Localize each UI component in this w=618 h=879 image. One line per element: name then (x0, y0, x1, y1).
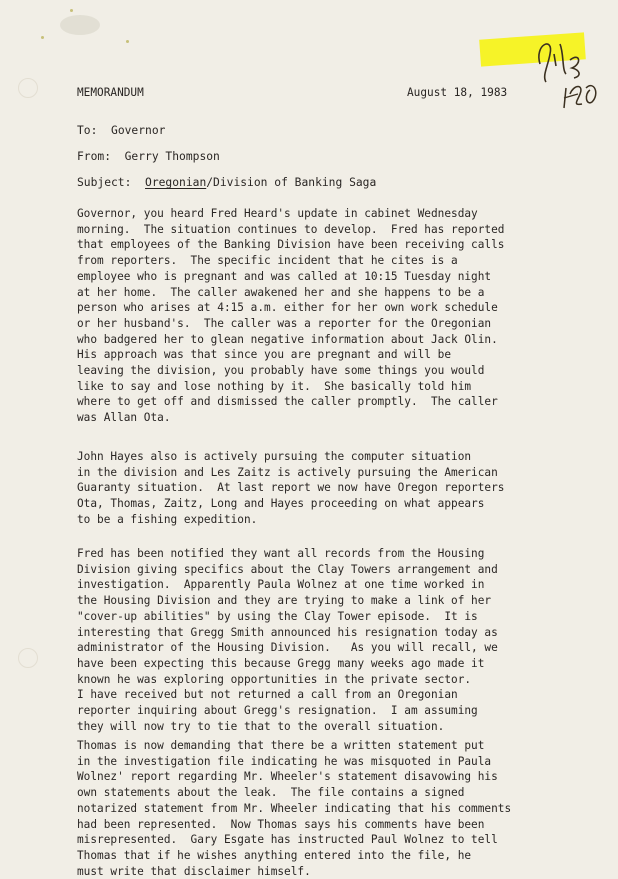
body-line: notarized statement from Mr. Wheeler indicating that his comments (77, 801, 512, 815)
body-line: I have received but not returned a call from an Oregonian (77, 688, 458, 702)
body-line: person who arises at 4:15 a.m. either for her own work schedule (77, 301, 498, 315)
subject-line (77, 176, 376, 189)
body-line: Guaranty situation. At last report we now have Oregon reporters (77, 481, 505, 495)
body-line: or her husband's. The caller was a reporter for the Oregonian (77, 316, 492, 330)
body-line: in the division and Les Zaitz is actively pursuing the American (77, 465, 498, 479)
body-paragraph (77, 449, 597, 528)
body-line: morning. The situation continues to develop. Fred has reported (77, 222, 505, 236)
subject-label: Subject: (77, 176, 132, 189)
body-line: Thomas is now demanding that there be a written statement put (77, 739, 485, 752)
subject-publication: Oregonian (145, 176, 207, 189)
body-line: investigation. Apparently Paula Wolnez at one time worked in (77, 578, 485, 592)
to-value: Governor (111, 124, 166, 137)
body-line: John Hayes also is actively pursuing the computer situation (77, 450, 472, 463)
body-line: was Allan Ota. (77, 411, 171, 425)
body-line: Thomas that if he wishes anything entered into the file, he (77, 848, 472, 862)
paper-smudge (60, 15, 100, 35)
punch-hole-mark (18, 78, 38, 98)
body-line: to be a fishing expedition. (77, 512, 258, 526)
from-line (77, 150, 220, 163)
body-line: Ota, Thomas, Zaitz, Long and Hayes proceeding on what appears (77, 497, 485, 511)
body-line: like to say and lose nothing by it. She basically told him (77, 379, 472, 393)
body-line: His approach was that since you are pregnant and will be (77, 348, 452, 362)
body-paragraph (77, 738, 597, 879)
from-label: From: (77, 150, 112, 163)
body-line: administrator of the Housing Division. As you will recall, we (77, 641, 498, 655)
paper-speck (126, 40, 129, 43)
body-paragraph (77, 206, 597, 426)
body-line: Wolnez' report regarding Mr. Wheeler's statement disavowing his (77, 770, 498, 784)
body-line: known he was exploring opportunities in the private sector. (77, 672, 472, 686)
body-line: from reporters. The specific incident that he cites is a (77, 254, 458, 268)
paper-speck (70, 9, 73, 12)
body-line: have been expecting this because Gregg many weeks ago made it (77, 656, 485, 670)
body-paragraph (77, 546, 597, 734)
body-line: had been represented. Now Thomas says his comments have been (77, 817, 485, 831)
body-line: Division giving specifics about the Clay Towers arrangement and (77, 562, 498, 576)
handwriting-scribble-icon (520, 24, 605, 114)
body-line: "cover-up abilities" by using the Clay Tower episode. It is (77, 609, 478, 623)
memo-date: August 18, 1983 (407, 86, 508, 99)
body-line: misrepresented. Gary Esgate has instructed Paul Wolnez to tell (77, 833, 498, 847)
memo-type: MEMORANDUM (77, 86, 144, 99)
paper-speck (41, 36, 44, 39)
body-line: interesting that Gregg Smith announced his resignation today as (77, 625, 498, 639)
body-line: in the investigation file indicating he was misquoted in Paula (77, 754, 492, 768)
subject-rest: /Division of Banking Saga (206, 176, 377, 189)
body-line: Fred has been notified they want all records from the Housing (77, 547, 485, 560)
body-line: reporter inquiring about Gregg's resignation. I am assuming (77, 704, 478, 718)
body-line: that employees of the Banking Division have been receiving calls (77, 238, 505, 252)
body-line: leaving the division, you probably have some things you would (77, 364, 485, 378)
body-line: where to get off and dismissed the caller promptly. The caller (77, 395, 498, 409)
to-line (77, 124, 165, 137)
from-value: Gerry Thompson (124, 150, 220, 163)
body-line: who badgered her to glean negative information about Jack Olin. (77, 332, 498, 346)
to-label: To: (77, 124, 98, 137)
body-line: they will now try to tie that to the overall situation. (77, 719, 445, 733)
body-line: must write that disclaimer himself. (77, 864, 311, 878)
punch-hole-mark (18, 648, 38, 668)
body-line: employee who is pregnant and was called at 10:15 Tuesday night (77, 269, 492, 283)
handwritten-file-note (520, 24, 605, 114)
body-line: at her home. The caller awakened her and she happens to be a (77, 285, 485, 299)
body-line: the Housing Division and they are trying to make a link of her (77, 594, 492, 608)
body-line: Governor, you heard Fred Heard's update in cabinet Wednesday (77, 207, 478, 220)
body-line: own statements about the leak. The file contains a signed (77, 786, 465, 800)
